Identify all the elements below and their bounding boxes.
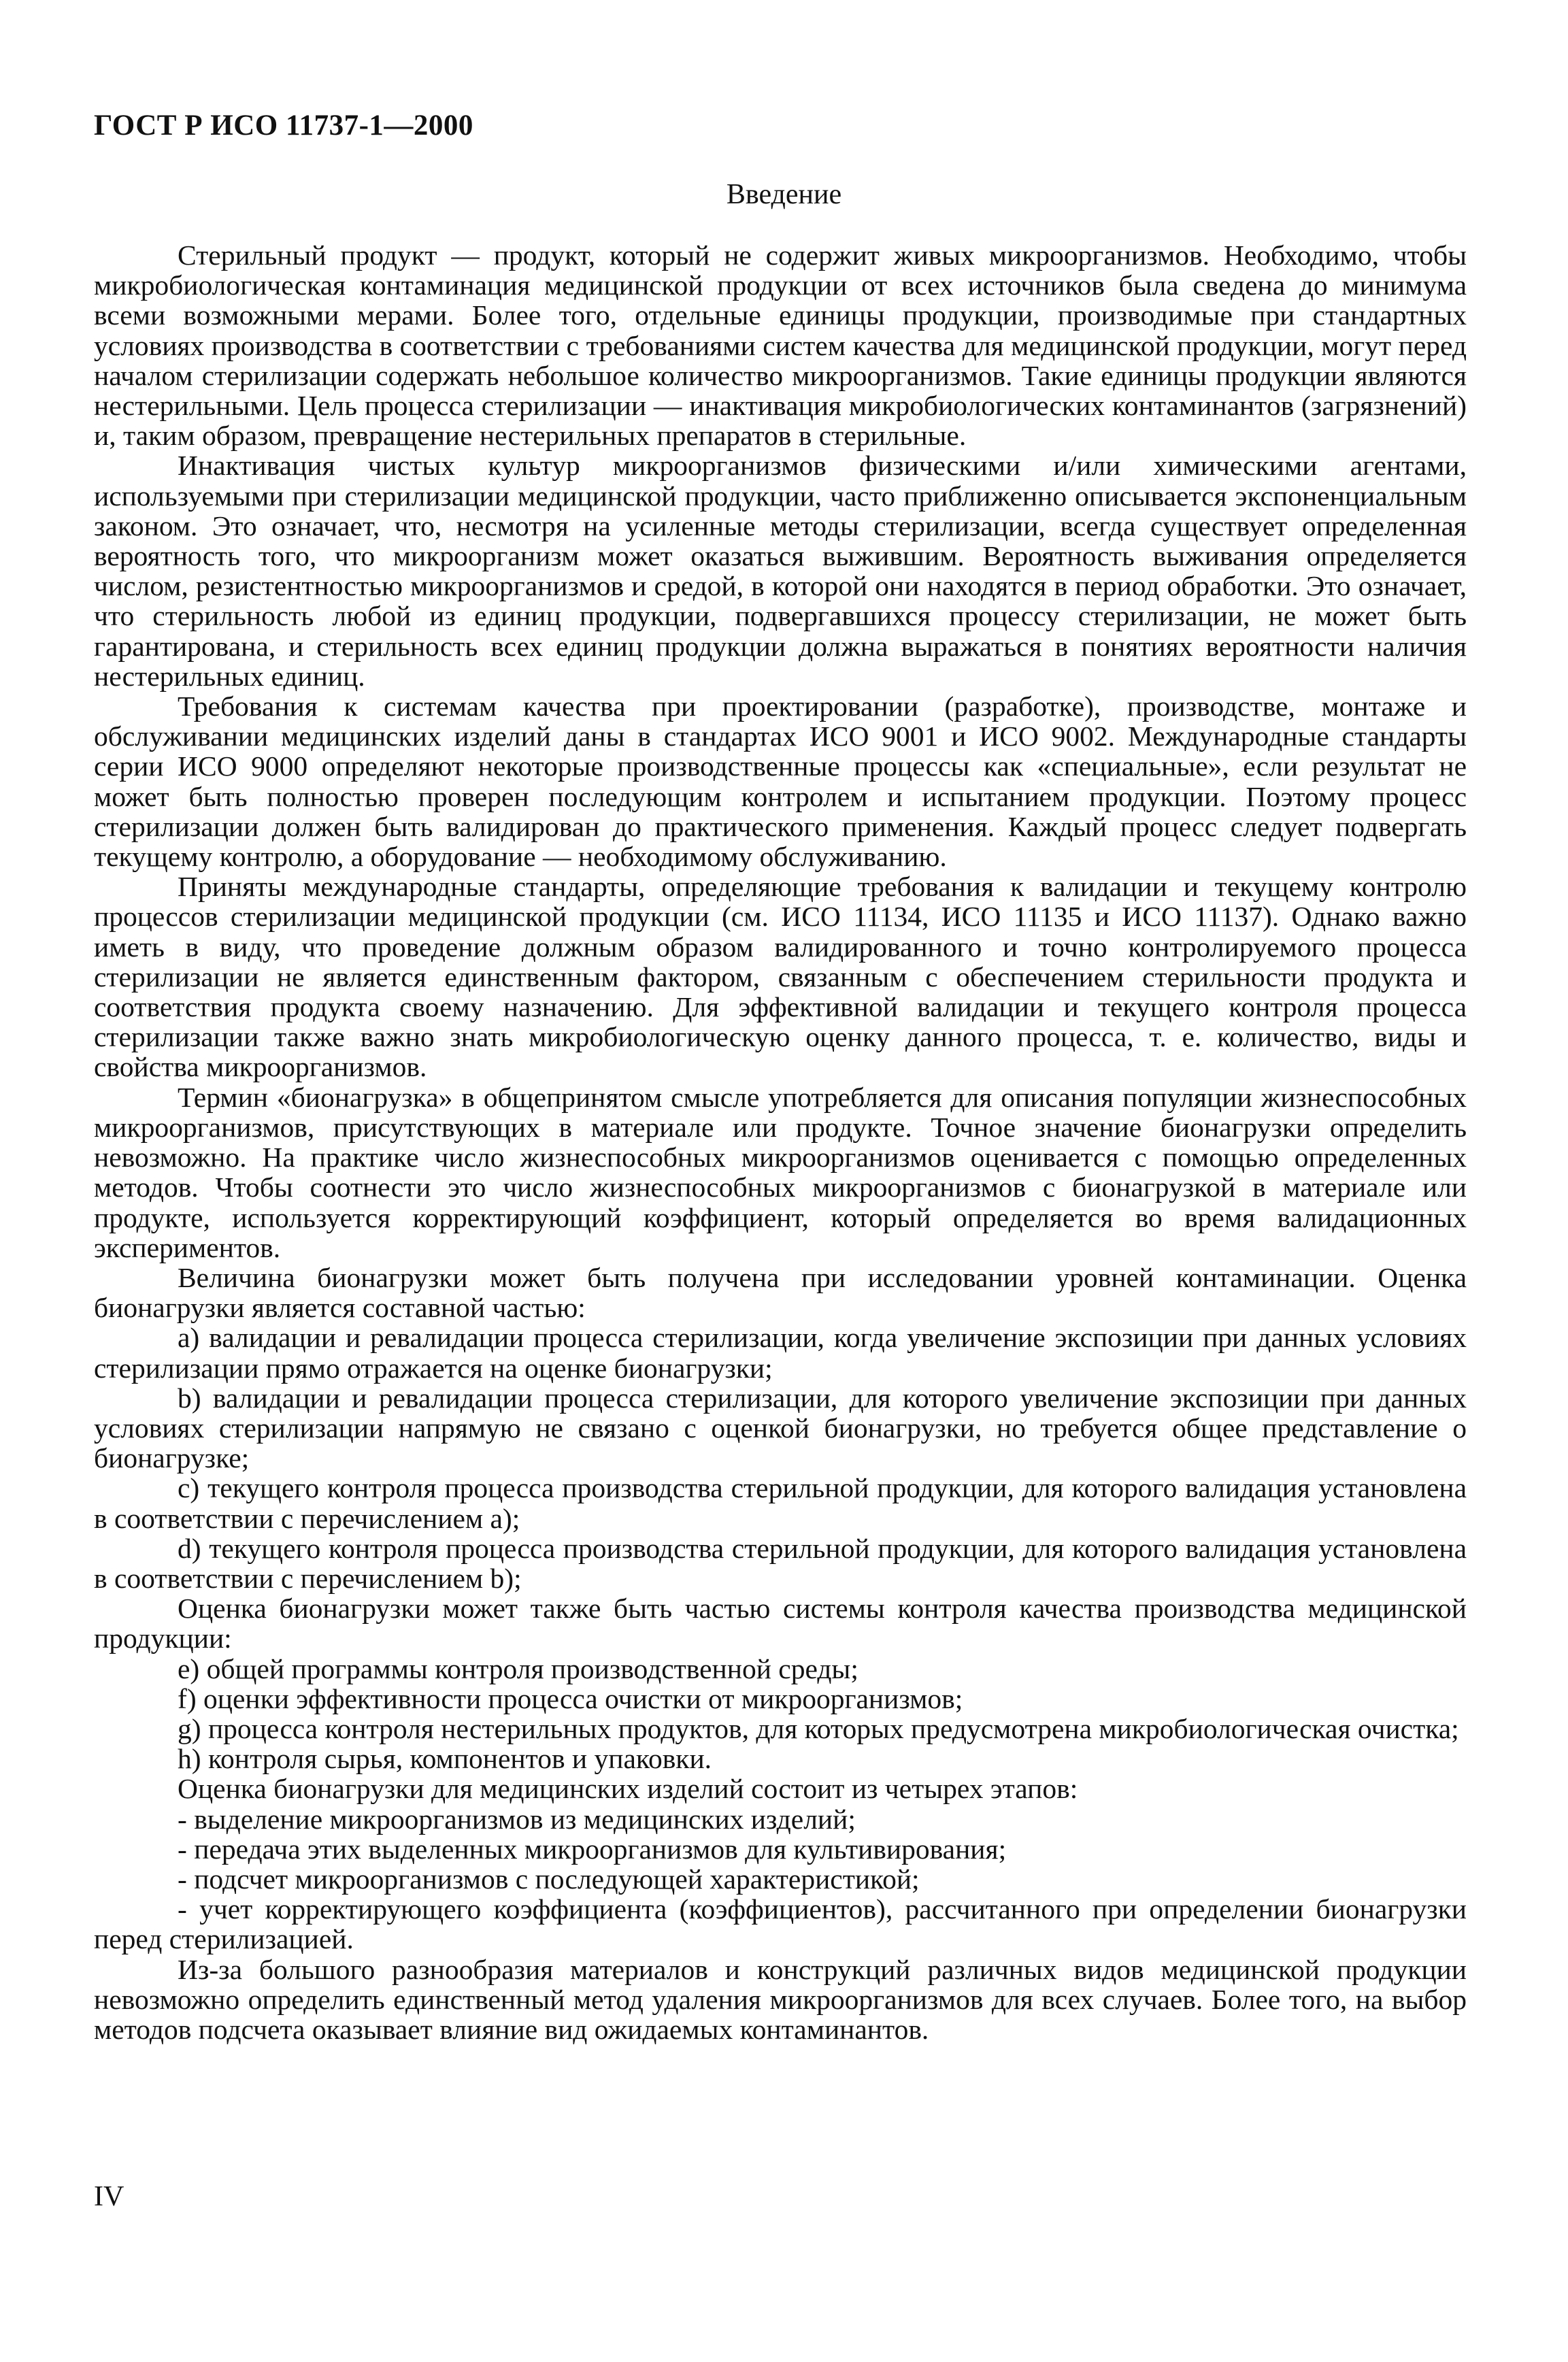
stage-item-count: - подсчет микроорганизмов с последующей характеристикой; [178, 1863, 920, 1895]
list-item-a: а) валидации и ревалидации процесса стерилизации, когда увеличение экспозиции при данных условиях стерилизации прямо отражается на оценке бионагрузки; [94, 1322, 1467, 1384]
paragraph-quality-control: Оценка бионагрузки может также быть частью системы контроля качества производства медицинской продукции: [94, 1593, 1467, 1654]
paragraph-international-standards: Приняты международные стандарты, определяющие требования к валидации и текущему контролю процессов стерилизации медицинской продукции (см. ИСО 11134, ИСО 11135 и ИСО 11137). Однако важно иметь в виду, что проведение должным образом валидированного и точно контролируемого процесса стерилизации не является единственным фактором, связанным с обеспечением стерильности продукта и соответствия продукта своему назначению. Для эффективной валидации и текущего контроля процесса стерилизации также важно знать микробиологическую оценку данного процесса, т. е. количество, виды и свойства микроорганизмов. [94, 871, 1467, 1083]
list-item-f: f) оценки эффективности процесса очистки от микроорганизмов; [178, 1682, 963, 1714]
paragraph-diversity: Из-за большого разнообразия материалов и конструкций различных видов медицинской продукции невозможно определить единственный метод удаления микроорганизмов для всех случаев. Более того, на выбор методов подсчета оказывает влияние вид ожидаемых контаминантов. [94, 1953, 1467, 2045]
stage-item-transfer: - передача этих выделенных микроорганизмов для культивирования; [178, 1833, 1007, 1865]
list-item-g: g) процесса контроля нестерильных продуктов, для которых предусмотрена микробиологическая очистка; [178, 1712, 1459, 1744]
document-body [94, 240, 1467, 2044]
paragraph-bioburden-value: Величина бионагрузки может быть получена при исследовании уровней контаминации. Оценка бионагрузки является составной частью: [94, 1261, 1467, 1324]
paragraph-four-stages: Оценка бионагрузки для медицинских изделий состоит из четырех этапов: [178, 1773, 1078, 1805]
list-item-h: h) контроля сырья, компонентов и упаковки. [178, 1743, 712, 1775]
stage-item-correction: - учет корректирующего коэффициента (коэффициентов), рассчитанного при определении бионагрузки перед стерилизацией. [94, 1893, 1467, 1955]
list-item-c: с) текущего контроля процесса производства стерильной продукции, для которого валидация установлена в соответствии с перечислением а); [94, 1472, 1467, 1534]
list-item-e: е) общей программы контроля производственной среды; [178, 1652, 858, 1684]
paragraph-bioburden-term: Термин «бионагрузка» в общепринятом смысле употребляется для описания популяции жизнеспособных микроорганизмов, присутствующих в материале или продукте. Точное значение бионагрузки определить невозможно. На практике число жизнеспособных микроорганизмов оценивается с помощью определенных методов. Чтобы соотнести это число жизнеспособных микроорганизмов с бионагрузкой в материале или продукте, используется корректирующий коэффициент, который определяется во время валидационных экспериментов. [94, 1081, 1467, 1263]
paragraph-quality-requirements: Требования к системам качества при проектировании (разработке), производстве, монтаже и обслуживании медицинских изделий даны в стандартах ИСО 9001 и ИСО 9002. Международные стандарты серии ИСО 9000 определяют некоторые производственные процессы как «специальные», если результат не может быть полностью проверен последующим контролем и испытанием продукции. Поэтому процесс стерилизации должен быть валидирован до практического применения. Каждый процесс следует подвергать текущему контролю, а оборудование — необходимому обслуживанию. [94, 691, 1467, 873]
stage-item-isolation: - выделение микроорганизмов из медицинских изделий; [178, 1803, 856, 1835]
section-title: Введение [726, 179, 842, 210]
paragraph-sterile-product: Стерильный продукт — продукт, который не содержит живых микроорганизмов. Необходимо, чтобы микробиологическая контаминация медицинской продукции от всех источников была сведена до минимума всеми возможными мерами. Более того, отдельные единицы продукции, производимые при стандартных условиях производства в соответствии с требованиями систем качества для медицинской продукции, могут перед началом стерилизации содержать небольшое количество микроорганизмов. Такие единицы продукции являются нестерильными. Цель процесса стерилизации — инактивация микробиологических контаминантов (загрязнений) и, таким образом, превращение нестерильных препаратов в стерильные. [94, 239, 1467, 452]
list-item-b: b) валидации и ревалидации процесса стерилизации, для которого увеличение экспозиции при данных условиях стерилизации напрямую не связано с оценкой бионагрузки, но требуется общее представление о бионагрузке; [94, 1382, 1467, 1474]
page-number: IV [94, 2181, 124, 2212]
standard-header: ГОСТ Р ИСО 11737-1—2000 [94, 110, 473, 142]
paragraph-inactivation: Инактивация чистых культур микроорганизмов физическими и/или химическими агентами, используемыми при стерилизации медицинской продукции, часто приближенно описывается экспоненциальным законом. Это означает, что, несмотря на усиленные методы стерилизации, всегда существует определенная вероятность того, что микроорганизм может оказаться выжившим. Вероятность выживания определяется числом, резистентностью микроорганизмов и средой, в которой они находятся в период обработки. Это означает, что стерильность любой из единиц продукции, подвергавшихся процессу стерилизации, не может быть гарантирована, и стерильность всех единиц продукции должна выражаться в понятиях вероятности наличия нестерильных единиц. [94, 450, 1467, 692]
list-item-d: d) текущего контроля процесса производства стерильной продукции, для которого валидация установлена в соответствии с перечислением b); [94, 1532, 1467, 1594]
